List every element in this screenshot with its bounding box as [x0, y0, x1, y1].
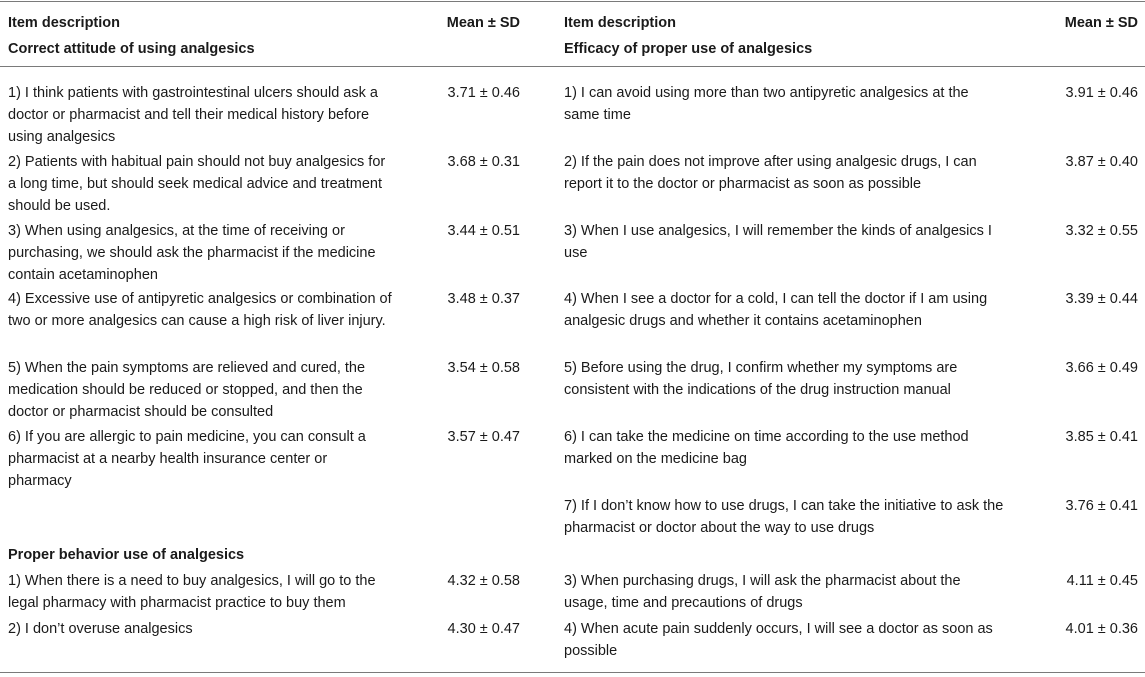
behavior-mean-4: 4.01 ± 0.36 [1065, 621, 1138, 637]
right-mean-header: Mean ± SD [1064, 15, 1138, 31]
efficacy-item-2: 2) If the pain does not improve after using analgesic drugs, I can report it to the doctor or pharmacist as soon as possible [564, 154, 977, 192]
attitude-item-5: 5) When the pain symptoms are relieved and cured, the medication should be reduced or stopped, and then the doctor or pharmacist should be consulted [8, 360, 366, 420]
attitude-mean-5: 3.54 ± 0.58 [447, 360, 520, 376]
efficacy-item-3: 3) When I use analgesics, I will remember the kinds of analgesics I use [564, 223, 992, 261]
efficacy-mean-1: 3.91 ± 0.46 [1065, 85, 1138, 101]
efficacy-mean-5: 3.66 ± 0.49 [1065, 360, 1138, 376]
attitude-mean-3: 3.44 ± 0.51 [447, 223, 520, 239]
efficacy-mean-2: 3.87 ± 0.40 [1065, 154, 1138, 170]
behavior-item-2: 2) I don’t overuse analgesics [8, 621, 193, 637]
efficacy-mean-6: 3.85 ± 0.41 [1065, 429, 1138, 445]
attitude-item-4: 4) Excessive use of antipyretic analgesics or combination of two or more analgesics can cause a high risk of liver injury. [8, 291, 392, 329]
efficacy-item-4: 4) When I see a doctor for a cold, I can tell the doctor if I am using analgesic drugs and whether it contains acetaminophen [564, 291, 988, 329]
section-attitude: Correct attitude of using analgesics [8, 41, 255, 57]
section-efficacy: Efficacy of proper use of analgesics [564, 41, 813, 57]
efficacy-mean-3: 3.32 ± 0.55 [1065, 223, 1138, 239]
left-mean-header: Mean ± SD [446, 15, 520, 31]
efficacy-item-6: 6) I can take the medicine on time according to the use method marked on the medicine bag [564, 429, 969, 467]
attitude-mean-4: 3.48 ± 0.37 [447, 291, 520, 307]
efficacy-item-7: 7) If I don’t know how to use drugs, I can take the initiative to ask the pharmacist or doctor about the way to use drugs [564, 498, 1004, 536]
behavior-item-4: 4) When acute pain suddenly occurs, I will see a doctor as soon as possible [564, 621, 993, 659]
right-item-header: Item description [564, 15, 676, 31]
section-behavior: Proper behavior use of analgesics [8, 547, 245, 563]
attitude-item-6: 6) If you are allergic to pain medicine, you can consult a pharmacist at a nearby health insurance center or pharmacy [8, 429, 366, 489]
efficacy-item-1: 1) I can avoid using more than two antipyretic analgesics at the same time [564, 85, 969, 123]
attitude-mean-2: 3.68 ± 0.31 [447, 154, 520, 170]
behavior-item-3: 3) When purchasing drugs, I will ask the pharmacist about the usage, time and precautions of drugs [564, 573, 961, 611]
behavior-item-1: 1) When there is a need to buy analgesics, I will go to the legal pharmacy with pharmacist practice to buy them [8, 573, 376, 611]
top-rule [0, 1, 1145, 2]
efficacy-mean-7: 3.76 ± 0.41 [1065, 498, 1138, 514]
behavior-mean-1: 4.32 ± 0.58 [447, 573, 520, 589]
behavior-mean-3: 4.11 ± 0.45 [1066, 573, 1138, 589]
attitude-item-3: 3) When using analgesics, at the time of receiving or purchasing, we should ask the pharmacist if the medicine contain acetaminophen [8, 223, 376, 283]
attitude-mean-1: 3.71 ± 0.46 [447, 85, 520, 101]
left-item-header: Item description [8, 15, 120, 31]
attitude-item-2: 2) Patients with habitual pain should not buy analgesics for a long time, but should seek medical advice and treatment should be used. [8, 154, 386, 214]
behavior-mean-2: 4.30 ± 0.47 [447, 621, 520, 637]
attitude-item-1: 1) I think patients with gastrointestinal ulcers should ask a doctor or pharmacist and tell their medical history before using analgesics [8, 85, 378, 145]
attitude-mean-6: 3.57 ± 0.47 [447, 429, 520, 445]
header-rule [0, 66, 1145, 67]
efficacy-item-5: 5) Before using the drug, I confirm whether my symptoms are consistent with the indications of the drug instruction manual [564, 360, 958, 398]
efficacy-mean-4: 3.39 ± 0.44 [1065, 291, 1138, 307]
bottom-rule [0, 672, 1145, 673]
